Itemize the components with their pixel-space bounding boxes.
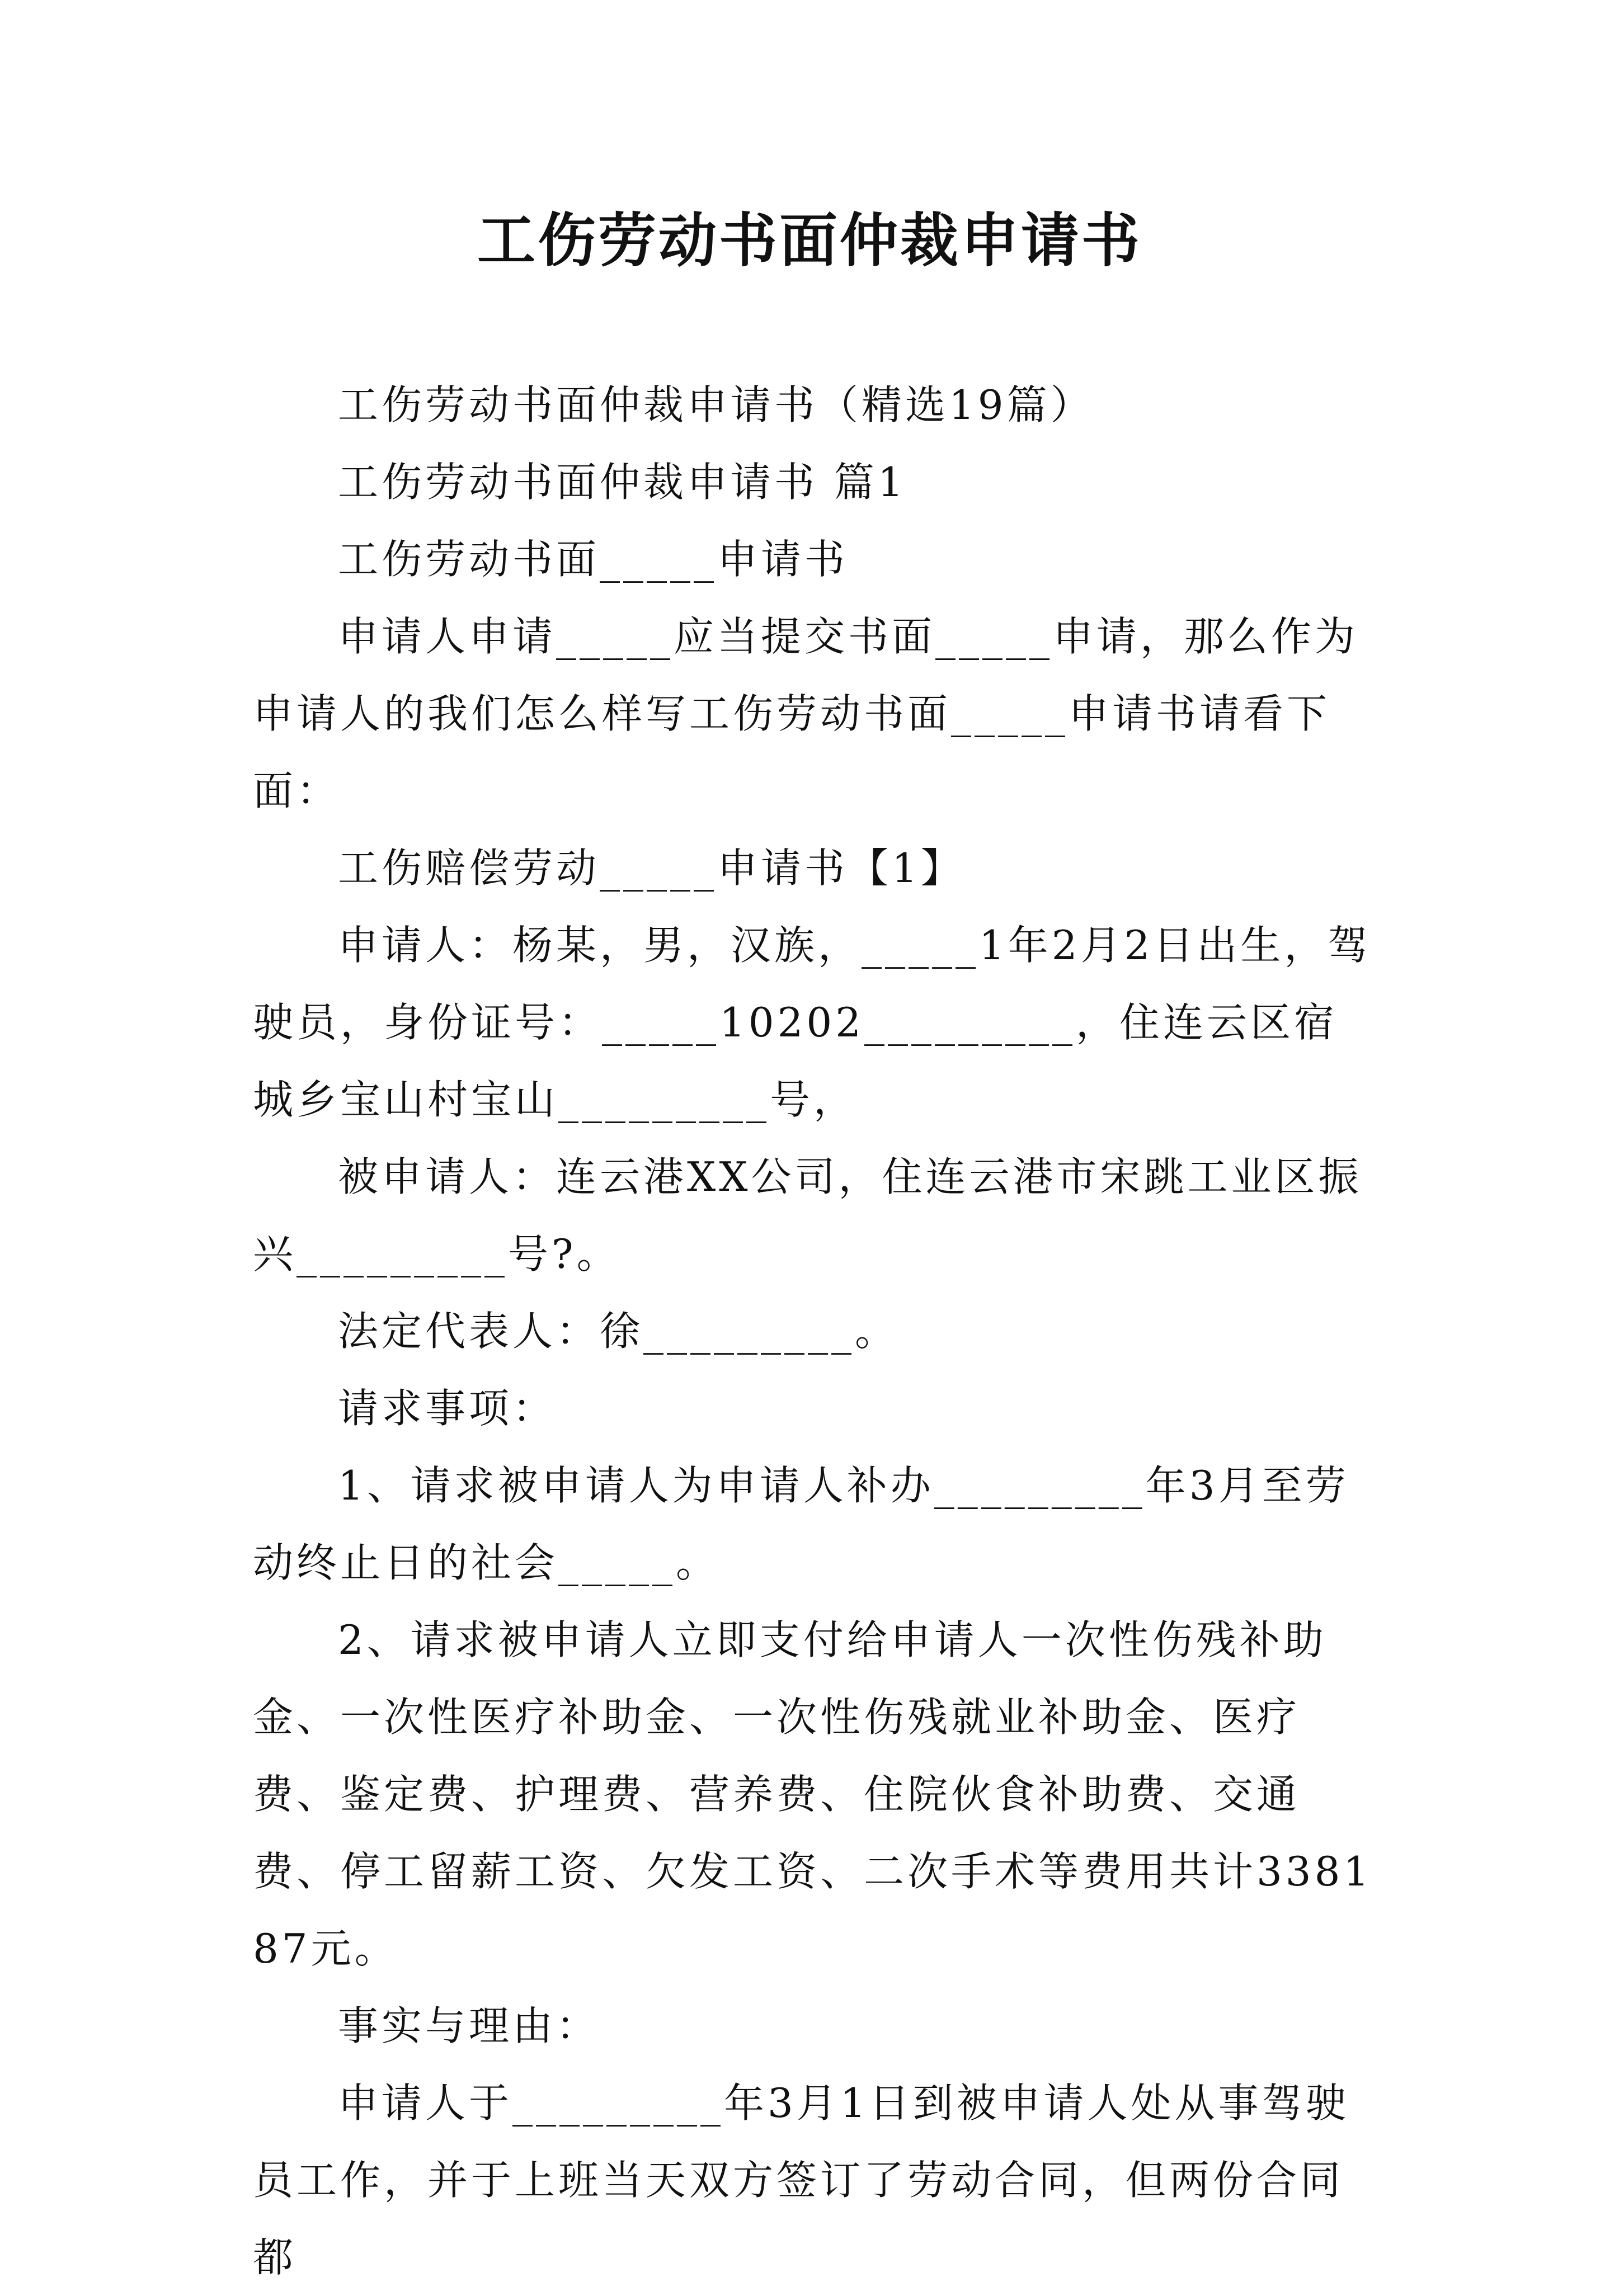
paragraph-respondent: 被申请人：连云港XX公司，住连云港市宋跳工业区振兴_________号?。 <box>253 1153 1362 1277</box>
paragraph-applicant: 申请人：杨某，男，汉族，_____1年2月2日出生，驾驶员，身份证号：_____10202_________，住连云区宿城乡宝山村宝山_________号， <box>253 922 1372 1123</box>
paragraph-section-heading: 工伤劳动书面仲裁申请书 篇1 <box>338 459 907 506</box>
document-title: 工伤劳动书面仲裁申请书 <box>477 206 1142 275</box>
paragraph-facts: 申请人于_________年3月1日到被申请人处从事驾驶员工作，并于上班当天双方签订了劳动合同，但两份合同都 <box>253 2080 1349 2281</box>
paragraph-form-title: 工伤劳动书面_____申请书 <box>338 536 849 583</box>
paragraph-legal-rep: 法定代表人：徐_________。 <box>338 1308 899 1355</box>
paragraph-facts-heading: 事实与理由： <box>338 2002 600 2049</box>
document-body <box>253 366 1377 2296</box>
paragraph-sample-title: 工伤赔偿劳动_____申请书【1】 <box>338 845 964 892</box>
paragraph-subtitle: 工伤劳动书面仲裁申请书（精选19篇） <box>338 381 1094 428</box>
paragraph-claim-2: 2、请求被申请人立即支付给申请人一次性伤残补助金、一次性医疗补助金、一次性伤残就业补助金、医疗费、鉴定费、护理费、营养费、住院伙食补助费、交通费、停工留薪工资、欠发工资、二次手术等费用共计338187元。 <box>253 1616 1373 1972</box>
paragraph-intro: 申请人申请_____应当提交书面_____申请，那么作为申请人的我们怎么样写工伤劳动书面_____申请书请看下面： <box>253 613 1359 814</box>
paragraph-claim-1: 1、请求被申请人为申请人补办_________年3月至劳动终止日的社会_____。 <box>253 1462 1349 1586</box>
paragraph-claims-heading: 请求事项： <box>338 1385 557 1432</box>
